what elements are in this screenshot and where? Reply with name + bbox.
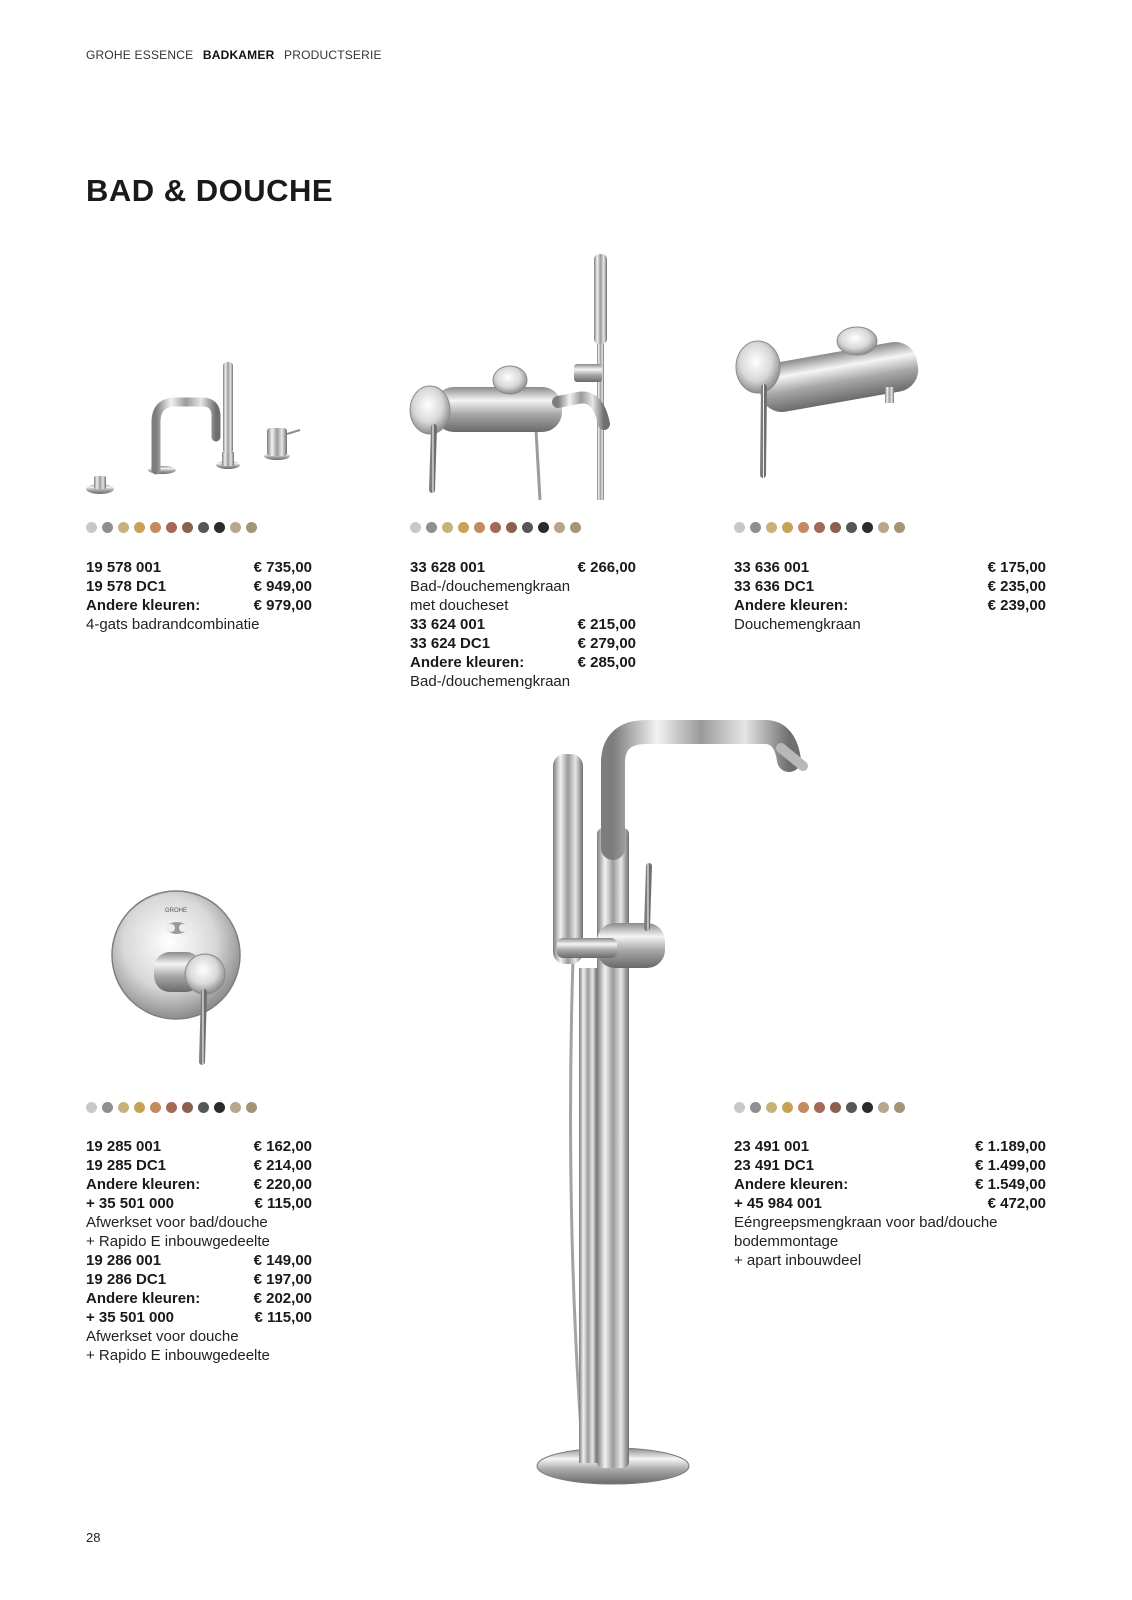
product-code: 19 578 DC1 bbox=[86, 578, 167, 595]
color-swatches-p2 bbox=[410, 522, 581, 533]
product-price: € 214,00 bbox=[253, 1157, 312, 1174]
color-swatch bbox=[474, 522, 485, 533]
color-swatch bbox=[814, 1102, 825, 1113]
product-price: € 266,00 bbox=[577, 559, 636, 576]
color-swatch bbox=[86, 1102, 97, 1113]
product-row bbox=[734, 1194, 1046, 1213]
color-swatch bbox=[570, 522, 581, 533]
color-swatch bbox=[782, 1102, 793, 1113]
product-price: € 285,00 bbox=[577, 654, 636, 671]
color-swatch bbox=[134, 1102, 145, 1113]
product-price: € 115,00 bbox=[254, 1195, 312, 1212]
product-row bbox=[734, 1156, 1046, 1175]
product-row bbox=[86, 1289, 312, 1308]
product-row bbox=[410, 634, 636, 653]
product-description: + Rapido E inbouwgedeelte bbox=[86, 1233, 270, 1250]
page-number: 28 bbox=[86, 1530, 101, 1545]
product-price: € 149,00 bbox=[253, 1252, 312, 1269]
color-swatch bbox=[214, 522, 225, 533]
product-description: + Rapido E inbouwgedeelte bbox=[86, 1347, 270, 1364]
color-swatch bbox=[750, 522, 761, 533]
color-swatch bbox=[798, 522, 809, 533]
color-swatch bbox=[894, 1102, 905, 1113]
product-price: € 239,00 bbox=[987, 597, 1046, 614]
product-info-freestanding-mixer bbox=[734, 1137, 1046, 1270]
product-code: 19 286 001 bbox=[86, 1252, 162, 1269]
color-swatch bbox=[166, 522, 177, 533]
product-row bbox=[734, 596, 1046, 615]
product-code: 33 628 001 bbox=[410, 559, 486, 576]
product-code: Andere kleuren: bbox=[734, 597, 849, 614]
color-swatch bbox=[782, 522, 793, 533]
color-swatches-p1 bbox=[86, 522, 257, 533]
product-code: 33 636 DC1 bbox=[734, 578, 815, 595]
color-swatch bbox=[230, 1102, 241, 1113]
color-swatch bbox=[118, 522, 129, 533]
color-swatch bbox=[102, 522, 113, 533]
product-row bbox=[86, 1308, 312, 1327]
color-swatch bbox=[766, 522, 777, 533]
product-row bbox=[86, 596, 312, 615]
product-price: € 162,00 bbox=[253, 1138, 312, 1155]
color-swatches-p5 bbox=[734, 1102, 905, 1113]
product-row bbox=[86, 1137, 312, 1156]
product-image-bath-shower-mixer bbox=[408, 252, 633, 502]
product-code: 23 491 001 bbox=[734, 1138, 810, 1155]
color-swatch bbox=[230, 522, 241, 533]
product-description: bodemmontage bbox=[734, 1233, 839, 1250]
color-swatch bbox=[150, 522, 161, 533]
color-swatch bbox=[198, 1102, 209, 1113]
color-swatch bbox=[150, 1102, 161, 1113]
product-price: € 175,00 bbox=[987, 559, 1046, 576]
color-swatch bbox=[750, 1102, 761, 1113]
product-description: + apart inbouwdeel bbox=[734, 1252, 862, 1269]
color-swatch bbox=[522, 522, 533, 533]
product-price: € 197,00 bbox=[253, 1271, 312, 1288]
product-info-bathrim-combination bbox=[86, 558, 312, 634]
breadcrumb-category: BADKAMER bbox=[202, 48, 275, 62]
product-code: + 35 501 000 bbox=[86, 1309, 175, 1326]
product-code: 23 491 DC1 bbox=[734, 1157, 815, 1174]
color-swatch bbox=[538, 522, 549, 533]
product-description: Afwerkset voor douche bbox=[86, 1328, 239, 1345]
product-row bbox=[86, 1270, 312, 1289]
product-price: € 215,00 bbox=[577, 616, 636, 633]
product-description: Bad-/douchemengkraan bbox=[410, 578, 571, 595]
color-swatch bbox=[442, 522, 453, 533]
color-swatch bbox=[506, 522, 517, 533]
product-code: 19 286 DC1 bbox=[86, 1271, 167, 1288]
product-price: € 979,00 bbox=[253, 597, 312, 614]
breadcrumb-series: GROHE ESSENCE bbox=[86, 48, 194, 62]
color-swatches-p3 bbox=[734, 522, 905, 533]
color-swatch bbox=[134, 522, 145, 533]
product-row bbox=[410, 558, 636, 577]
color-swatch bbox=[554, 522, 565, 533]
product-row bbox=[734, 577, 1046, 596]
color-swatch bbox=[846, 1102, 857, 1113]
product-price: € 220,00 bbox=[253, 1176, 312, 1193]
product-price: € 202,00 bbox=[253, 1290, 312, 1307]
product-description: 4-gats badrandcombinatie bbox=[86, 616, 260, 633]
product-price: € 472,00 bbox=[987, 1195, 1046, 1212]
product-code: + 35 501 000 bbox=[86, 1195, 175, 1212]
color-swatch bbox=[182, 1102, 193, 1113]
product-price: € 735,00 bbox=[253, 559, 312, 576]
color-swatch bbox=[166, 1102, 177, 1113]
product-row bbox=[86, 1175, 312, 1194]
color-swatch bbox=[846, 522, 857, 533]
product-description: Douchemengkraan bbox=[734, 616, 861, 633]
color-swatch bbox=[878, 1102, 889, 1113]
product-code: Andere kleuren: bbox=[410, 654, 525, 671]
product-description: met doucheset bbox=[410, 597, 509, 614]
product-row bbox=[734, 558, 1046, 577]
product-code: 33 624 001 bbox=[410, 616, 486, 633]
product-code: 19 578 001 bbox=[86, 559, 162, 576]
color-swatch bbox=[862, 1102, 873, 1113]
product-row bbox=[86, 1251, 312, 1270]
color-swatch bbox=[830, 522, 841, 533]
product-code: 19 285 DC1 bbox=[86, 1157, 167, 1174]
product-info-shower-mixer bbox=[734, 558, 1046, 634]
product-price: € 279,00 bbox=[577, 635, 636, 652]
color-swatch bbox=[246, 1102, 257, 1113]
product-info-bath-shower-mixer bbox=[410, 558, 636, 691]
color-swatch bbox=[734, 522, 745, 533]
color-swatch bbox=[198, 522, 209, 533]
color-swatch bbox=[246, 522, 257, 533]
color-swatch bbox=[734, 1102, 745, 1113]
breadcrumb bbox=[86, 48, 388, 62]
product-code: Andere kleuren: bbox=[86, 1290, 201, 1307]
color-swatch bbox=[830, 1102, 841, 1113]
product-row bbox=[86, 1194, 312, 1213]
color-swatch bbox=[814, 522, 825, 533]
product-row bbox=[734, 1175, 1046, 1194]
product-description: Bad-/douchemengkraan bbox=[410, 673, 571, 690]
product-code: Andere kleuren: bbox=[86, 597, 201, 614]
product-code: Andere kleuren: bbox=[734, 1176, 849, 1193]
product-description: Eéngreepsmengkraan voor bad/douche bbox=[734, 1214, 998, 1231]
breadcrumb-section: PRODUCTSERIE bbox=[284, 48, 382, 62]
product-price: € 235,00 bbox=[987, 578, 1046, 595]
product-row bbox=[410, 615, 636, 634]
product-row bbox=[86, 577, 312, 596]
product-price: € 1.499,00 bbox=[975, 1157, 1046, 1174]
product-code: Andere kleuren: bbox=[86, 1176, 201, 1193]
product-price: € 1.549,00 bbox=[975, 1176, 1046, 1193]
product-row bbox=[410, 653, 636, 672]
color-swatch bbox=[458, 522, 469, 533]
color-swatch bbox=[798, 1102, 809, 1113]
color-swatch bbox=[86, 522, 97, 533]
product-price: € 949,00 bbox=[253, 578, 312, 595]
product-row bbox=[86, 1156, 312, 1175]
color-swatch bbox=[118, 1102, 129, 1113]
product-code: 33 624 DC1 bbox=[410, 635, 491, 652]
color-swatch bbox=[766, 1102, 777, 1113]
color-swatch bbox=[490, 522, 501, 533]
product-code: + 45 984 001 bbox=[734, 1195, 823, 1212]
product-code: 19 285 001 bbox=[86, 1138, 162, 1155]
color-swatch bbox=[182, 522, 193, 533]
product-image-shower-mixer bbox=[733, 325, 933, 480]
product-row bbox=[734, 1137, 1046, 1156]
page-title: BAD & DOUCHE bbox=[86, 173, 334, 208]
product-image-finish-set bbox=[110, 882, 250, 1072]
product-description: Afwerkset voor bad/douche bbox=[86, 1214, 268, 1231]
color-swatch bbox=[410, 522, 421, 533]
svg-text:GROHE: GROHE bbox=[164, 908, 188, 914]
product-info-finish-set bbox=[86, 1137, 312, 1365]
color-swatch bbox=[214, 1102, 225, 1113]
product-price: € 115,00 bbox=[254, 1309, 312, 1326]
color-swatch bbox=[102, 1102, 113, 1113]
product-row bbox=[86, 558, 312, 577]
product-code: 33 636 001 bbox=[734, 559, 810, 576]
color-swatches-p4 bbox=[86, 1102, 257, 1113]
color-swatch bbox=[426, 522, 437, 533]
color-swatch bbox=[878, 522, 889, 533]
color-swatch bbox=[894, 522, 905, 533]
product-image-bathrim-combination bbox=[84, 360, 309, 500]
color-swatch bbox=[862, 522, 873, 533]
product-price: € 1.189,00 bbox=[975, 1138, 1046, 1155]
